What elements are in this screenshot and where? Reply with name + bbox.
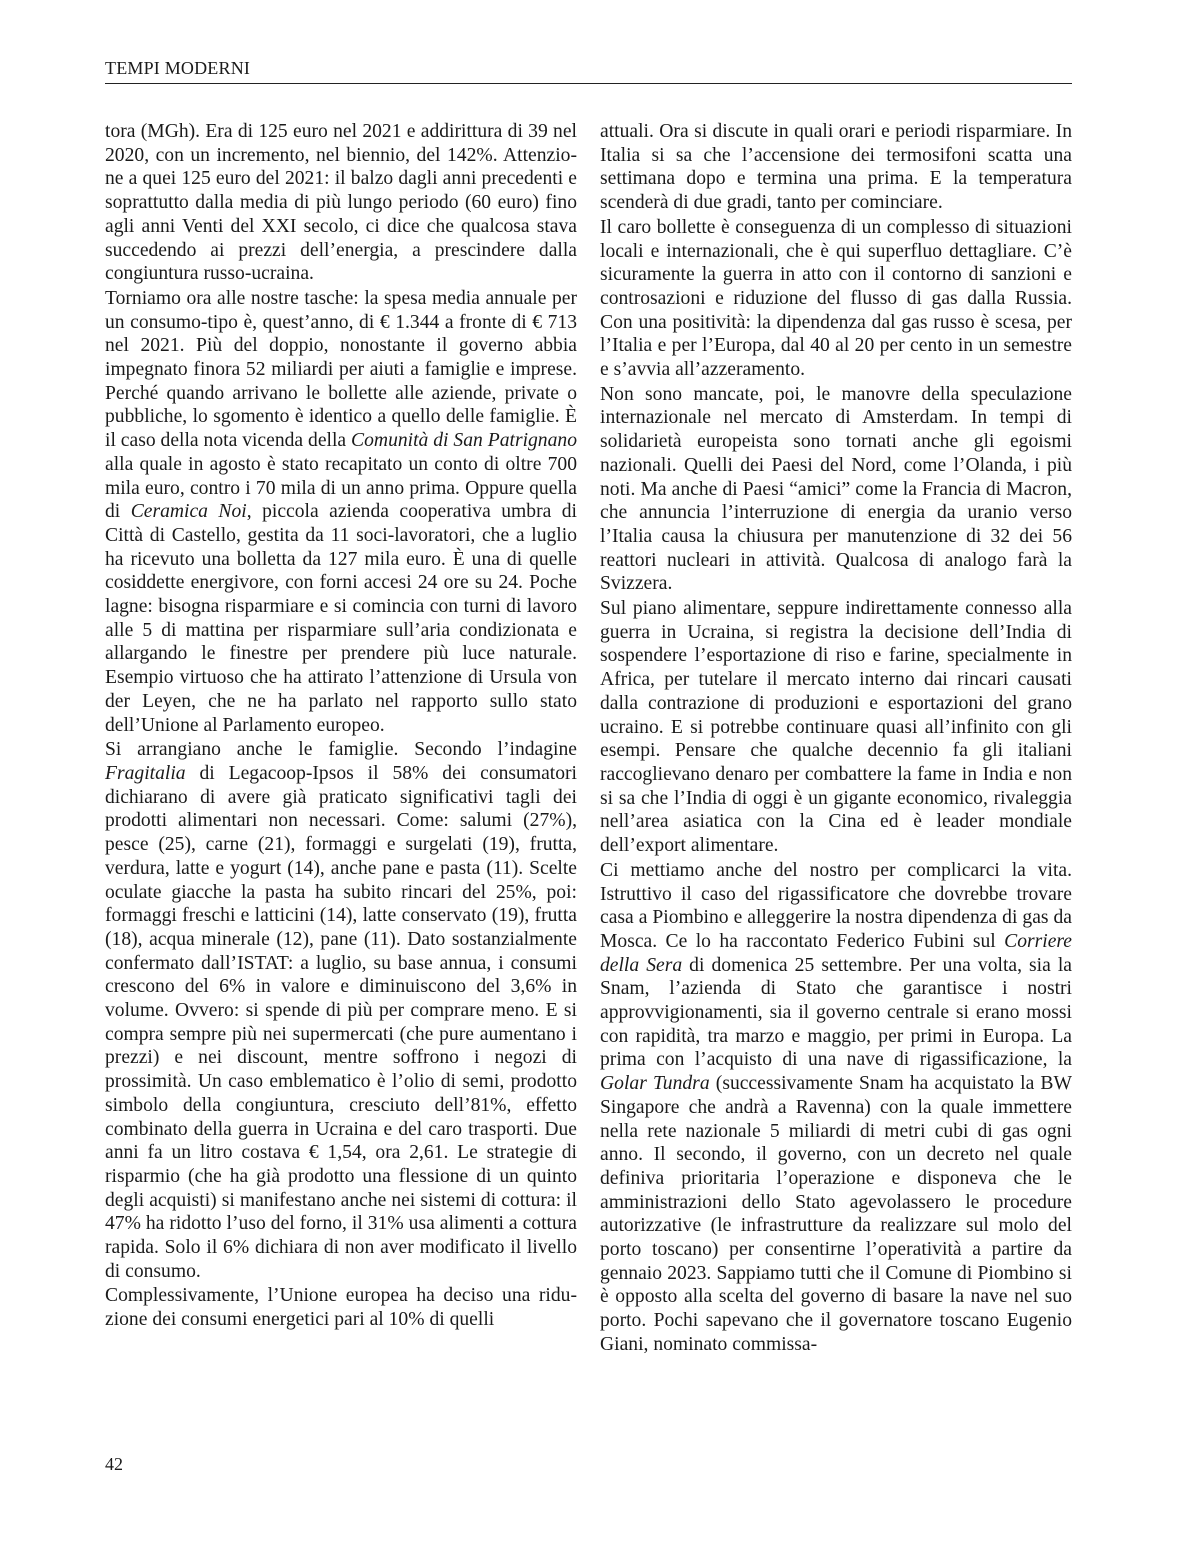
right-column: [600, 120, 1072, 1358]
italic-title: Golar Tundra: [600, 1073, 710, 1095]
header-rule: [105, 83, 1072, 84]
text-run: Sul piano alimentare, seppure indirettamente connesso alla guerra in Ucraina, si registra la decisione dell’India di sospendere l’esportazione di riso e farine, specialmente in Africa, per tutelare il mercato interno dai rincari causati dalla contrazione di produzioni e esportazioni del grano ucraino. E si potrebbe continuare quasi all’infinito con gli esempi. Pensare che qualche decennio fa gli italiani raccoglievano denaro per combattere la fame in India e non si sa che l’India di oggi è un gigante economico, rivaleggia nell’area asiatica con la Cina ed è leader mondiale dell’export alimentare.: [600, 598, 1072, 857]
left-paragraph-2: [105, 287, 577, 737]
text-run: di domenica 25 settembre. Per una volta, sia la Snam, l’azienda di Stato che garantisce i nostri approvvigionamenti, sia il governo centrale si erano mossi con rapidità, tra marzo e maggio, per primi in Europa. La prima con l’acquisto di una nave di rigassificazione, la: [600, 954, 1072, 1071]
italic-title: Corriere della Sera: [600, 930, 1072, 976]
right-paragraph-1: [600, 120, 1072, 215]
text-run: Torniamo ora alle nostre tasche: la spesa media annuale per un consumo-tipo è, quest’anno, di € 1.344 a fronte di € 713 nel 2021. Più del doppio, nonostante il governo abbia impegnato finora 52 miliardi per aiuti a famiglie e imprese. Perché quando arrivano le bollette alle aziende, private o pubbliche, lo sgomento è identico a quello delle famiglie. È il caso della nota vicenda della: [105, 287, 577, 452]
left-paragraph-4: [105, 1284, 577, 1331]
text-run: tora (MGh). Era di 125 euro nel 2021 e addirittura di 39 nel 2020, con un incremento, nel biennio, del 142%. Attenzio-ne a quei 125 euro del 2021: il balzo dagli anni precedenti e soprattutto dalla media di più lungo periodo (60 euro) fino agli anni Venti del XXI secolo, ci dice che qualcosa stava succedendo ai prezzi dell’energia, a prescindere dalla congiuntura russo-ucraina.: [105, 121, 577, 285]
text-run: attuali. Ora si discute in quali orari e periodi risparmiare. In Italia si sa che l’accensione dei termosifoni scatta una settimana dopo e termina una prima. E la temperatura scenderà di due gradi, tanto per cominciare.: [600, 121, 1072, 214]
text-run: Non sono mancate, poi, le manovre della speculazione internazionale nel mercato di Amsterdam. In tempi di solidarietà europeista sono tornati anche gli egoismi nazionali. Quelli dei Paesi del Nord, come l’Olanda, i più noti. Ma anche di Paesi “amici” come la Francia di Macron, che annuncia l’interruzione di energia da uranio verso l’Italia causa la chiusura per manutenzione di 32 dei 56 reattori nucleari in attività. Qualcosa di analogo farà la Svizzera.: [600, 383, 1072, 595]
right-paragraph-4: [600, 597, 1072, 858]
text-run: Complessivamente, l’Unione europea ha deciso una ridu-zione dei consumi energetici pari al 10% di quelli: [105, 1285, 577, 1331]
text-run: alla quale in agosto è stato recapitato un conto di oltre 700 mila euro, contro i 70 mila di un anno prima. Oppure quella di: [105, 453, 577, 523]
right-paragraph-3: [600, 383, 1072, 596]
page-number: 42: [105, 1454, 123, 1474]
text-run: (successivamente Snam ha acquistato la BW Singapore che andrà a Ravenna) con la quale immettere nella rete nazionale 5 miliardi di metri cubi di gas ogni anno. Il secondo, il governo, con un decreto nel quale definiva prioritaria l’operazione e disponeva che le amministrazioni dello Stato agevolassero le procedure autorizzative (le infrastrutture da realizzare sul molo del porto toscano) per consentirne l’operatività a partire da gennaio 2023. Sappiamo tutti che il Comune di Piombino si è opposto alla scelta del governo di basare la nave nel suo porto. Pochi sapevano che il governatore toscano Eugenio Giani, nominato commissa-: [600, 1073, 1072, 1355]
right-paragraph-5: [600, 859, 1072, 1357]
left-paragraph-1: [105, 120, 577, 286]
italic-title: Comunità di San Patrignano: [351, 430, 577, 452]
text-run: Si arrangiano anche le famiglie. Secondo l’indagine: [105, 739, 577, 761]
italic-title: Fragitalia: [105, 762, 186, 784]
text-run: , piccola azienda cooperativa umbra di Città di Castello, gestita da 11 soci-lavoratori, che a luglio ha ricevuto una bolletta da 127 mila euro. È una di quelle cosiddette energivore, con forni accesi 24 ore su 24. Poche lagne: bisogna risparmiare e si comincia con turni di lavoro alle 5 di mattina per risparmiare sull’aria condizionata e allargando le finestre per prendere più luce naturale. Esempio virtuoso che ha attirato l’attenzione di Ursula von der Leyen, che ne ha parlato nel rapporto sullo stato dell’Unione al Parlamento europeo.: [105, 501, 577, 736]
text-run: Ci mettiamo anche del nostro per complicarci la vita. Istruttivo il caso del rigassificatore che dovrebbe trovare casa a Piombino e alleggerire la nostra dipendenza di gas da Mosca. Ce lo ha raccontato Federico Fubini sul: [600, 859, 1072, 952]
running-title: TEMPI MODERNI: [105, 58, 251, 78]
right-paragraph-2: [600, 216, 1072, 382]
text-run: Il caro bollette è conseguenza di un complesso di situazioni locali e internazionali, che è qui superfluo dettagliare. C’è sicuramente la guerra in atto con il contorno di sanzioni e controsazioni e riduzione del flusso di gas dalla Russia. Con una positività: la dipendenza dal gas russo è scesa, per l’Italia e per l’Europa, dal 40 al 20 per cento in un semestre e s’avvia all’azzeramento.: [600, 216, 1072, 381]
text-run: di Legacoop-Ipsos il 58% dei consumatori dichiarano di avere già praticato significativi tagli dei prodotti alimentari non necessari. Come: salumi (27%), pesce (25), carne (21), formaggi e surgelati (19), frutta, verdura, latte e yogurt (14), anche pane e pasta (11). Scelte oculate giacche la pasta ha subito rincari del 25%, poi: formaggi freschi e latticini (14), latte conservato (19), frutta (18), acqua minerale (12), pane (11). Dato sostanzialmente confermato dall’ISTAT: a luglio, su base annua, i consumi crescono del 6% in valore e diminuiscono del 3,6% in volume. Ovvero: si spende di più per comprare meno. E si compra sempre più nei supermercati (che pure aumentano i prezzi) e nei discount, mentre soffrono i negozi di prossimità. Un caso emblematico è l’olio di semi, prodotto simbolo della congiuntura, cresciuto dell’81%, effetto combinato della guerra in Ucraina e del caro trasporti. Due anni fa un litro costava € 1,54, ora 2,61. Le strategie di risparmio (che ha già prodotto una flessione di un quinto degli acquisti) si manifestano anche nei sistemi di cottura: il 47% ha ridotto l’uso del forno, il 31% usa alimenti a cottura rapida. Solo il 6% dichiara di non aver modificato il livello di consumo.: [105, 762, 577, 1282]
italic-title: Ceramica Noi: [130, 501, 247, 523]
left-column: [105, 120, 577, 1333]
left-paragraph-3: [105, 738, 577, 1283]
